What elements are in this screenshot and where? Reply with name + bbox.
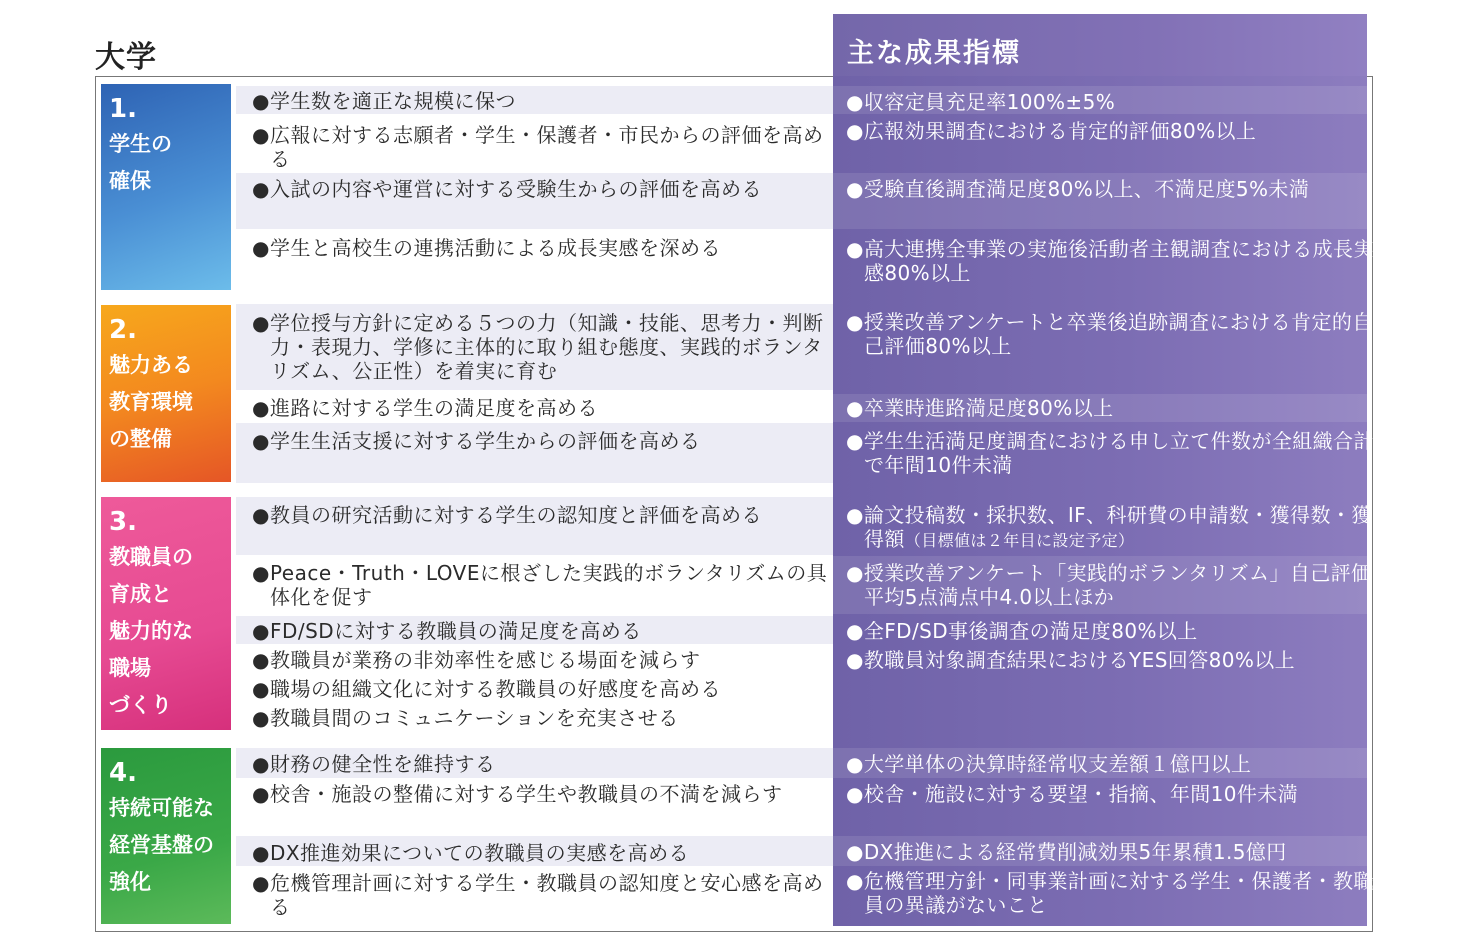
goal-item: ●学位授与方針に定める５つの力（知識・技能、思考力・判断力・表現力、学修に主体的に取り組む態度、実践的ボランタリズム、公正性）を着実に育む xyxy=(252,311,824,383)
category-label: 魅力ある xyxy=(109,353,193,377)
category-label: 育成と xyxy=(109,582,172,606)
kpi-item: ●全FD/SD事後調査の満足度80%以上 xyxy=(846,619,1198,643)
kpi-item: ●危機管理方針・同事業計画に対する学生・保護者・教職員の異議がないこと xyxy=(846,869,1374,917)
kpi-item xyxy=(846,503,1379,553)
category-label: 経営基盤の xyxy=(109,833,214,857)
kpi-item-note: （目標値は２年目に設定予定） xyxy=(904,531,1135,550)
goal-item: ●教職員間のコミュニケーションを充実させる xyxy=(252,706,679,730)
goal-item: ●Peace・Truth・LOVEに根ざした実践的ボランタリズムの具体化を促す xyxy=(252,561,828,609)
goal-item: ●DX推進効果についての教職員の実感を高める xyxy=(252,841,690,865)
category-label: 持続可能な xyxy=(109,796,214,820)
kpi-item: ●高大連携全事業の実施後活動者主観調査における成長実感80%以上 xyxy=(846,237,1374,285)
kpi-item: ●授業改善アンケートと卒業後追跡調査における肯定的自己評価80%以上 xyxy=(846,310,1373,358)
category-label: づくり xyxy=(109,693,172,717)
goal-item: ●学生生活支援に対する学生からの評価を高める xyxy=(252,429,701,453)
category-label: 学生の xyxy=(109,132,172,156)
category-label: 教育環境 xyxy=(109,390,193,414)
goal-item: ●広報に対する志願者・学生・保護者・市民からの評価を高める xyxy=(252,123,824,171)
goal-item: ●学生と高校生の連携活動による成長実感を深める xyxy=(252,236,721,260)
category-number: 3. xyxy=(109,507,137,537)
kpi-item: ●卒業時進路満足度80%以上 xyxy=(846,396,1114,420)
category-1 xyxy=(101,84,231,290)
kpi-item: ●学生生活満足度調査における申し立て件数が全組織合計で年間10件未満 xyxy=(846,429,1374,477)
kpi-item: ●受験直後調査満足度80%以上、不満足度5%未満 xyxy=(846,177,1310,201)
kpi-item: ●校舎・施設に対する要望・指摘、年間10件未満 xyxy=(846,782,1299,806)
kpi-column-header: 主な成果指標 xyxy=(833,14,1367,76)
category-label: 魅力的な xyxy=(109,619,193,643)
goal-item: ●職場の組織文化に対する教職員の好感度を高める xyxy=(252,677,721,701)
page-title: 大学 xyxy=(95,40,157,75)
goal-item: ●危機管理計画に対する学生・教職員の認知度と安心感を高める xyxy=(252,871,824,919)
kpi-item: ●収容定員充足率100%±5% xyxy=(846,90,1116,114)
goal-item: ●進路に対する学生の満足度を高める xyxy=(252,396,598,420)
goal-item: ●財務の健全性を維持する xyxy=(252,752,496,776)
kpi-item-text: ●論文投稿数・採択数、IF、科研費の申請数・獲得数・獲得額 xyxy=(846,503,1372,551)
goal-item: ●入試の内容や運営に対する受験生からの評価を高める xyxy=(252,177,762,201)
goal-item: ●FD/SDに対する教職員の満足度を高める xyxy=(252,619,642,643)
category-number: 1. xyxy=(109,94,137,124)
category-label: 強化 xyxy=(109,870,151,894)
category-4 xyxy=(101,748,231,924)
category-2 xyxy=(101,305,231,482)
kpi-item: ●広報効果調査における肯定的評価80%以上 xyxy=(846,119,1257,143)
kpi-item: ●大学単体の決算時経常収支差額１億円以上 xyxy=(846,752,1252,776)
category-number: 4. xyxy=(109,758,137,788)
category-label: 教職員の xyxy=(109,545,193,569)
category-3 xyxy=(101,497,231,730)
category-label: 確保 xyxy=(109,169,151,193)
category-label: 職場 xyxy=(109,656,151,680)
goal-item: ●学生数を適正な規模に保つ xyxy=(252,89,516,113)
category-number: 2. xyxy=(109,315,137,345)
kpi-item: ●DX推進による経常費削減効果5年累積1.5億円 xyxy=(846,840,1287,864)
kpi-item: ●教職員対象調査結果におけるYES回答80%以上 xyxy=(846,648,1296,672)
goal-item: ●教職員が業務の非効率性を感じる場面を減らす xyxy=(252,648,701,672)
kpi-item: ●授業改善アンケート「実践的ボランタリズム」自己評価平均5点満点中4.0以上ほか xyxy=(846,561,1372,609)
goal-item: ●校舎・施設の整備に対する学生や教職員の不満を減らす xyxy=(252,782,783,806)
category-label: の整備 xyxy=(109,427,172,451)
goal-item: ●教員の研究活動に対する学生の認知度と評価を高める xyxy=(252,503,762,527)
